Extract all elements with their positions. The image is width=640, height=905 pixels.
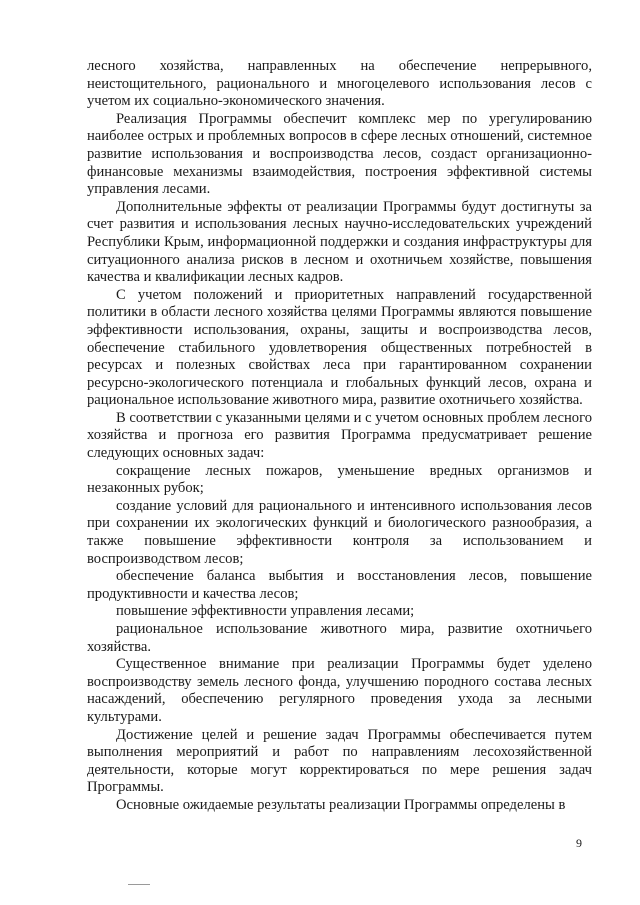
paragraph: Существенное внимание при реализации Программы будет уделено воспроизводству земель лесного фонда, улучшению породного состава лесных насаждений, обеспечению регулярного проведения ухода за лесными культурами. [87,656,592,725]
paragraph: Реализация Программы обеспечит комплекс мер по урегулированию наиболее острых и проблемных вопросов в сфере лесных отношений, системное развитие использования и воспроизводства лесов, создаст организационно-финансовые механизмы взаимодействия, построения эффективной системы управления лесами. [87,110,592,198]
list-item: повышение эффективности управления лесами; [116,603,415,620]
paragraph: Дополнительные эффекты от реализации Программы будут достигнуты за счет развития и использования лесных научно-исследовательских учреждений Республики Крым, информационной поддержки и создания инфраструктуры для ситуационного анализа рисков в лесном и охотничьем хозяйстве, повышения качества и квалификации лесных кадров. [87,198,592,286]
paragraph: С учетом положений и приоритетных направлений государственной политики в области лесного хозяйства целями Программы являются повышение эффективности использования, охраны, защиты и воспроизводства лесов, обеспечение стабильного удовлетворения общественных потребностей в ресурсах и полезных свойствах леса при гарантированном сохранении ресурсно-экологического потенциала и глобальных функций лесов, охрана и рациональное использование животного мира, развитие охотничьего хозяйства. [87,286,592,409]
paragraph: Основные ожидаемые результаты реализации Программы определены в [116,796,566,813]
paragraph: В соответствии с указанными целями и с учетом основных проблем лесного хозяйства и прогноза его развития Программа предусматривает решение следующих основных задач: [87,409,592,462]
paragraph: Достижение целей и решение задач Программы обеспечивается путем выполнения мероприятий и работ по направлениям лесохозяйственной деятельности, которые могут корректироваться по мере решения задач Программы. [87,726,592,796]
list-item: сокращение лесных пожаров, уменьшение вредных организмов и незаконных рубок; [87,462,592,497]
document-body [87,58,592,815]
paragraph: лесного хозяйства, направленных на обеспечение непрерывного, неистощительного, рационального и многоцелевого использования лесов с учетом их социально-экономического значения. [87,58,592,110]
list-item: создание условий для рационального и интенсивного использования лесов при сохранении их экологических функций и биологического разнообразия, а также повышение эффективности контроля за использованием и воспроизводством лесов; [87,497,592,567]
scan-artifact-line [128,884,150,885]
list-item: рациональное использование животного мира, развитие охотничьего хозяйства. [87,621,592,655]
page-number: 9 [576,836,582,850]
list-item: обеспечение баланса выбытия и восстановления лесов, повышение продуктивности и качества лесов; [87,568,592,602]
